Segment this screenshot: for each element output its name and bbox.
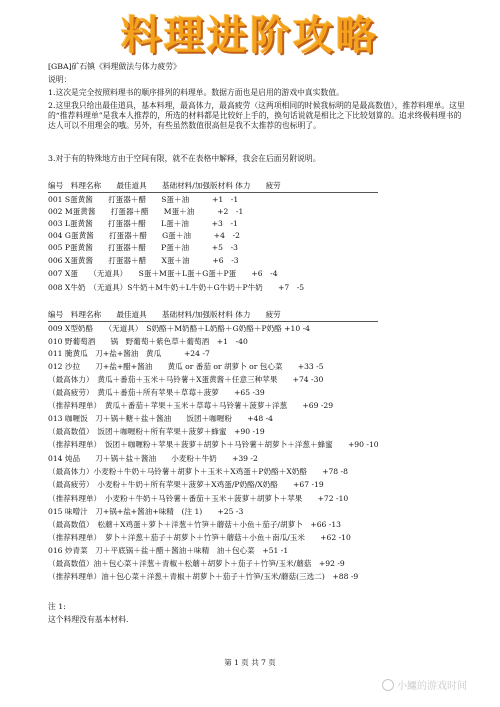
source-line: [GBA]矿石镇《料理做法与体力疲劳》	[48, 62, 181, 71]
intro-point-3: 3.对于有的特殊地方由于空间有限，就不在表格中解释，我会在后面另附说明。	[48, 154, 321, 163]
table2-header: 编号 料理名称 最佳道具 基础材料/加强版材料 体力 疲劳	[48, 310, 281, 319]
table-row: 013 咖喱饭 刀＋锅＋糖＋盐＋酱油 饭团＋咖喱粉 +48 -4	[48, 414, 273, 423]
table-row: （推荐料理单） 饭团＋咖喱粉＋苹果＋菠萝＋胡萝卜＋马铃薯＋胡萝卜＋洋葱＋蜂蜜 +90 -10	[48, 440, 379, 449]
table-row: 007 X蛋 （无道具） S蛋＋M蛋＋L蛋＋G蛋＋P蛋 +6 -4	[48, 269, 278, 278]
table-row: （最高数值） 饭团＋咖喱粉＋所有苹果＋菠萝＋蜂蜜 +90 -19	[48, 427, 265, 436]
table-row: （最高数值）油＋包心菜＋洋葱＋青椒＋松蘑＋胡萝卜＋茄子＋竹笋/玉米/蘑菇 +92 -9	[48, 559, 345, 568]
intro-point-2: 2.这里我只给出最佳道具，基本料理，最高体力，最高疲劳（这两项相同的时候我标明的是最高数值），推荐料理单。这里的“推荐料理单”是我本人推荐的，所选的材料都是比较好上手的，换句话说就是相比之下比较划算的。追求终极料理书的达人可以不用理会的哦。另外，有些虽然数值很高但是我不太推荐的也标明了。	[48, 101, 465, 130]
table-row: 014 炖品 刀＋锅＋盐＋酱油 小麦粉＋牛奶 +39 -2	[48, 454, 258, 463]
table-row: 011 腌黄瓜 刀+盐+酱油 黄瓜 +24 -7	[48, 349, 210, 358]
table-row: 002 M蛋黄酱 打蛋器＋醋 M蛋＋油 +2 -1	[48, 207, 244, 216]
table1-header: 编号 料理名称 最佳道具 基础材料/加强版材料 体力 疲劳	[48, 181, 281, 190]
table-row: 016 炒青菜 刀＋平底锅＋盐＋醋＋酱油＋味精 油＋包心菜 +51 -1	[48, 546, 289, 555]
table-row: 005 P蛋黄酱 打蛋器＋醋 P蛋＋油 +5 -3	[48, 243, 238, 252]
table-row: 012 沙拉 刀+盐+醋+酱油 黄瓜 or 番茄 or 胡萝卜 or 包心菜 +33 -5	[48, 362, 324, 371]
table-row: （推荐料理单） 小麦粉＋牛奶＋马铃薯＋番茄＋玉米＋菠萝＋胡萝卜＋苹果 +72 -10	[48, 494, 349, 503]
table-row: （推荐料理单） 黄瓜＋番茄＋苹果＋玉米＋草莓＋马铃薯＋菠萝＋洋葱 +69 -29	[48, 401, 334, 410]
page-title: 料理进阶攻略	[121, 13, 379, 59]
table-row: 006 X蛋黄酱 打蛋器＋醋 X蛋＋油 +6 -3	[48, 256, 239, 265]
table-row: 004 G蛋黄酱 打蛋器＋醋 G蛋＋油 +4 -2	[48, 231, 240, 240]
table-row: 009 X型奶酪 （无道具） S奶酪＋M奶酪＋L奶酪＋G奶酪＋P奶酪 +10 -4	[48, 324, 311, 333]
watermark-logo-icon	[382, 679, 394, 691]
table-row: 008 X牛奶 （无道具）S牛奶＋M牛奶＋L牛奶＋G牛奶＋P牛奶 +7 -5	[48, 283, 305, 292]
table-row: 015 味噌汁 刀+锅+盐+酱油+味精 (注 1) +25 -3	[48, 507, 244, 516]
note-text: 这个料理没有基本材料.	[48, 615, 129, 624]
table-row: （推荐料理单） 萝卜＋洋葱＋茄子＋胡萝卜＋竹笋＋蘑菇＋小鱼＋南瓜/玉米 +62 -10	[48, 533, 351, 542]
table-row: （最高疲劳） 小麦粉＋牛奶＋所有苹果＋菠萝＋X鸡蛋/P奶酪/X奶酪 +67 -19	[48, 480, 324, 489]
table-row: 003 L蛋黄酱 打蛋器＋醋 L蛋＋油 +3 -1	[48, 219, 238, 228]
table-row: （推荐料理单）油＋包心菜＋洋葱＋青椒＋胡萝卜＋茄子＋竹笋/玉米/蘑菇(三选二) +88 -9	[48, 572, 359, 581]
table-row: 001 S蛋黄酱 打蛋器＋醋 S蛋＋油 +1 -1	[48, 195, 239, 204]
table-row: （最高疲劳） 黄瓜＋番茄＋所有苹果＋草莓＋菠萝 +65 -39	[48, 388, 265, 397]
intro-heading: 说明：	[48, 75, 72, 84]
watermark-text: 小鱷的游戏时间	[397, 681, 467, 692]
note-heading: 注 1:	[48, 602, 66, 611]
table2-divider	[48, 321, 378, 322]
table-row: （最高数值） 松蘑＋X鸡蛋＋萝卜＋洋葱＋竹笋＋蘑菇＋小鱼＋茄子/胡萝卜 +66 -13	[48, 520, 342, 529]
intro-point-1: 1.这次是完全按照料理书的顺序排列的料理单。数据方面也是启用的游戏中真实数值。	[48, 88, 344, 97]
table1-divider	[48, 192, 378, 193]
table-row: （最高体力） 黄瓜＋番茄＋玉米＋马铃薯＋X蛋黄酱＋任意三种苹果 +74 -30	[48, 375, 324, 384]
watermark	[382, 677, 467, 692]
table-row: （最高体力）小麦粉＋牛奶＋马铃薯＋胡萝卜＋玉米＋X鸡蛋＋P奶酪＋X奶酪 +78 -8	[48, 467, 348, 476]
table-row: 010 野葡萄酒 锅 野葡萄＋紫色草＋葡萄酒 +1 -40	[48, 337, 248, 346]
page-number: 第 1 页 共 7 页	[224, 658, 276, 667]
